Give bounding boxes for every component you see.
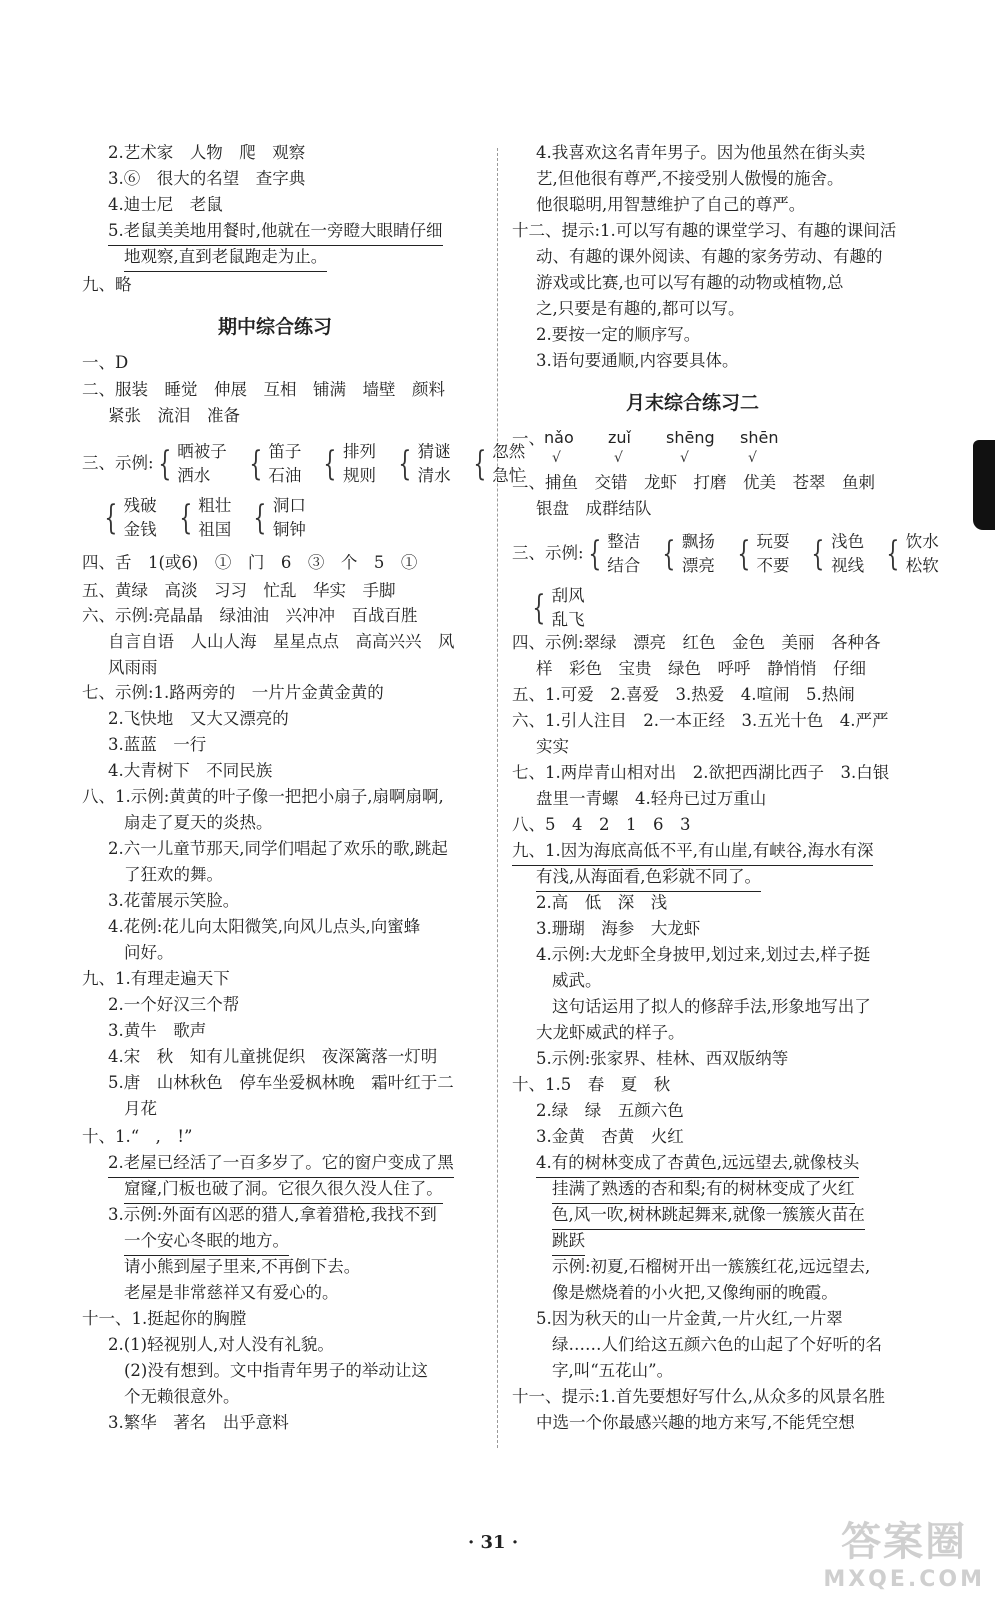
answer-line-underlined: 跳跃	[552, 1228, 585, 1256]
answer-line: 紧张 流泪 准备	[108, 406, 240, 425]
answer-line: 四、舌 1(或6) ① 门 6 ③ 个 5 ①	[82, 553, 418, 572]
answer-line: 3.黄牛 歌声	[108, 1021, 207, 1040]
answer-line: 了狂欢的舞。	[124, 865, 223, 884]
pair-word: 玩耍	[756, 532, 790, 551]
brace-glyph: {	[323, 444, 337, 484]
question-label: 三、示例:	[512, 543, 584, 563]
answer-line-underlined: 九、1.因为海底高低不平,有山崖,有峡谷,海水有深	[512, 838, 873, 866]
pair-word: 视线	[831, 556, 865, 575]
answer-line: 九、略	[82, 275, 132, 294]
answer-line: 4.宋 秋 知有儿童挑促织 夜深篱落一灯明	[108, 1047, 438, 1066]
answer-line: 威武。	[552, 971, 602, 990]
scan-mark	[973, 440, 995, 530]
check-mark: √	[680, 450, 689, 466]
answer-line: 七、示例:1.路两旁的 一片片金黄金黄的	[82, 683, 384, 702]
answer-line-underlined: 地观察,直到老鼠跑走为止。	[124, 244, 327, 272]
answer-line: 六、示例:亮晶晶 绿油油 兴冲冲 百战百胜	[82, 606, 418, 625]
answer-line: 4.迪士尼 老鼠	[108, 195, 223, 214]
word-pair	[682, 530, 715, 578]
answer-line: 绿……人们给这五颜六色的山起了个好听的名	[552, 1335, 882, 1354]
pair-word: 结合	[607, 556, 641, 575]
pair-word: 洒水	[177, 466, 211, 485]
answer-line	[512, 530, 957, 578]
answer-line: 老屋是非常慈祥又有爱心的。	[124, 1283, 339, 1302]
pair-word: 晒被子	[177, 442, 227, 461]
brace-pairs-row	[100, 496, 324, 539]
answer-line: 他很聪明,用智慧维护了自己的尊严。	[536, 195, 806, 214]
brace-glyph: {	[398, 444, 412, 484]
answer-line: 一、D	[82, 353, 129, 372]
brace-glyph: {	[104, 498, 118, 538]
brace-glyph: {	[587, 534, 601, 574]
check-mark: √	[552, 450, 561, 466]
brace-glyph: {	[811, 534, 825, 574]
answer-line-underlined: 4.有的树林变成了杏黄色,远远望去,就像枝头	[536, 1150, 859, 1178]
answer-line: 3.语句要通顺,内容要具体。	[536, 351, 739, 370]
column-divider	[497, 148, 498, 1448]
answer-line: 二、捕鱼 交错 龙虾 打磨 优美 苍翠 鱼刺	[512, 473, 875, 492]
answer-line: 十、1.“ , !”	[82, 1127, 193, 1146]
answer-line: 2.一个好汉三个帮	[108, 995, 240, 1014]
pair-word: 洞口	[272, 496, 306, 515]
brace-glyph: {	[157, 444, 171, 484]
pair-word: 祖国	[198, 520, 232, 539]
word-pair	[343, 440, 376, 488]
pair-word: 急忙	[492, 466, 526, 485]
answer-line-underlined: 一个安心冬眠的地方。	[124, 1228, 289, 1256]
page-number: · 31 ·	[468, 1532, 519, 1553]
answer-line: (2)没有想到。文中指青年男子的举动让这	[124, 1361, 428, 1380]
word-pair	[268, 440, 301, 488]
pair-word: 猜谜	[417, 442, 451, 461]
pair-word: 飘扬	[681, 532, 715, 551]
answer-line: 十一、提示:1.首先要想好写什么,从众多的风景名胜	[512, 1387, 886, 1406]
word-pair	[607, 530, 640, 578]
pair-word: 笛子	[268, 442, 302, 461]
answer-line: 六、1.引人注目 2.一本正经 3.五光十色 4.严严	[512, 711, 889, 730]
answer-line: 八、1.示例:黄黄的叶子像一把把小扇子,扇啊扇啊,	[82, 787, 444, 806]
answer-line-underlined: 5.老鼠美美地用餐时,他就在一旁瞪大眼睛仔细	[108, 218, 443, 246]
answer-line: 十二、提示:1.可以写有趣的课堂学习、有趣的课间活	[512, 221, 897, 240]
answer-line: 游戏或比赛,也可以写有趣的动物或植物,总	[536, 273, 844, 292]
answer-line: 动、有趣的课外阅读、有趣的家务劳动、有趣的	[536, 247, 883, 266]
answer-line: 3.花蕾展示笑脸。	[108, 891, 240, 910]
pair-word: 金钱	[123, 520, 157, 539]
brace-pairs-row	[584, 532, 957, 575]
answer-line: 请小熊到屋子里来,不再倒下去。	[124, 1257, 361, 1276]
answer-line: 5.因为秋天的山一片金黄,一片火红,一片翠	[536, 1309, 843, 1328]
word-pair	[831, 530, 864, 578]
answer-line: 2.要按一定的顺序写。	[536, 325, 701, 344]
brace-glyph: {	[886, 534, 900, 574]
answer-line: 银盘 成群结队	[536, 499, 652, 518]
brace-glyph: {	[662, 534, 676, 574]
answer-line: 4.我喜欢这名青年男子。因为他虽然在街头卖	[536, 143, 866, 162]
answer-line: 这句话运用了拟人的修辞手法,形象地写出了	[552, 997, 871, 1016]
answer-line-underlined: 有浅,从海面看,色彩就不同了。	[536, 864, 761, 892]
answer-line: 3.蓝蓝 一行	[108, 735, 207, 754]
brace-glyph: {	[472, 444, 486, 484]
watermark-url: MXQE.COM	[823, 1567, 985, 1592]
pair-word: 乱飞	[551, 610, 585, 629]
answer-line: 5.示例:张家界、桂林、西双版纳等	[536, 1049, 789, 1068]
word-pair	[273, 494, 306, 542]
answer-line: 二、服装 睡觉 伸展 互相 铺满 墙壁 颜料	[82, 380, 445, 399]
answer-line: 八、5 4 2 1 6 3	[512, 815, 691, 834]
word-pair	[906, 530, 939, 578]
answer-line: 2.高 低 深 浅	[536, 893, 668, 912]
answer-line: 3.金黄 杏黄 火红	[536, 1127, 684, 1146]
answer-line	[528, 584, 603, 632]
answer-line-underlined: 窟窿,门板也破了洞。它很久很久没人住了。	[124, 1176, 443, 1204]
answer-line: 自言自语 人山人海 星星点点 高高兴兴 风	[108, 632, 455, 651]
answer-line: 扇走了夏天的炎热。	[124, 813, 273, 832]
section-title-midterm: 期中综合练习	[218, 316, 333, 338]
pair-word: 清水	[417, 466, 451, 485]
answer-line: 五、1.可爱 2.喜爱 3.热爱 4.喧闹 5.热闹	[512, 685, 855, 704]
pair-word: 忽然	[492, 442, 526, 461]
pair-word: 铜钟	[272, 520, 306, 539]
word-pair	[177, 440, 227, 488]
answer-line: 实实	[536, 737, 569, 756]
answer-line: 风雨雨	[108, 658, 158, 677]
answer-line: 盘里一青螺 4.轻舟已过万重山	[536, 789, 767, 808]
answer-line: 艺,但他很有尊严,不接受别人傲慢的施舍。	[536, 169, 844, 188]
answer-line: 大龙虾威武的样子。	[536, 1023, 685, 1042]
word-pair	[198, 494, 231, 542]
pair-word: 不要	[756, 556, 790, 575]
pinyin-item: shēn	[740, 428, 779, 447]
answer-line: 问好。	[124, 943, 174, 962]
answer-line: 四、示例:翠绿 漂亮 红色 金色 美丽 各种各	[512, 633, 881, 652]
answer-line: 4.花例:花儿向太阳微笑,向风儿点头,向蜜蜂	[108, 917, 421, 936]
pair-word: 饮水	[905, 532, 939, 551]
brace-glyph: {	[249, 444, 263, 484]
section-title-monthly: 月末综合练习二	[626, 392, 760, 414]
word-pair	[418, 440, 451, 488]
answer-line-underlined: 挂满了熟透的杏和梨;有的树林变成了火红	[552, 1176, 855, 1204]
word-pair	[756, 530, 789, 578]
answer-line: 3.繁华 著名 出乎意料	[108, 1413, 289, 1432]
pair-word: 规则	[342, 466, 376, 485]
pinyin-item: shēng	[666, 428, 715, 447]
word-pair	[552, 584, 585, 632]
answer-line	[100, 494, 324, 542]
watermark-text: 答案圈	[841, 1519, 968, 1565]
answer-line: 七、1.两岸青山相对出 2.欲把西湖比西子 3.白银	[512, 763, 890, 782]
answer-line: 4.大青树下 不同民族	[108, 761, 273, 780]
pair-word: 浅色	[831, 532, 865, 551]
brace-pairs-row	[154, 442, 544, 485]
brace-glyph: {	[532, 588, 546, 628]
pair-word: 粗壮	[198, 496, 232, 515]
question-label: 三、示例:	[82, 453, 154, 473]
answer-line: 3.⑥ 很大的名望 查字典	[108, 169, 306, 188]
answer-line: 2.六一儿童节那天,同学们唱起了欢乐的歌,跳起	[108, 839, 448, 858]
pair-word: 刮风	[551, 586, 585, 605]
pair-word: 整洁	[607, 532, 641, 551]
answer-line: 2.(1)轻视别人,对人没有礼貌。	[108, 1335, 334, 1354]
pinyin-item: nǎo	[544, 428, 574, 447]
answer-line: 十一、1.挺起你的胸膛	[82, 1309, 247, 1328]
word-pair	[124, 494, 157, 542]
brace-pairs-row	[528, 586, 603, 629]
check-mark: √	[614, 450, 623, 466]
answer-line: 个无赖很意外。	[124, 1387, 240, 1406]
answer-line	[82, 440, 543, 488]
answer-line: 一、	[512, 429, 545, 448]
answer-line: 3.示例:外面有凶恶的猎人,拿着猎枪,我找不到	[108, 1205, 437, 1224]
pair-word: 松软	[905, 556, 939, 575]
answer-line: 字,叫“五花山”。	[552, 1361, 674, 1380]
answer-line: 4.示例:大龙虾全身披甲,划过来,划过去,样子挺	[536, 945, 871, 964]
answer-line: 像是燃烧着的小火把,又像绚丽的晚霞。	[552, 1283, 838, 1302]
pair-word: 漂亮	[681, 556, 715, 575]
answer-line: 示例:初夏,石榴树开出一簇簇红花,远远望去,	[552, 1257, 871, 1276]
answer-line: 2.绿 绿 五颜六色	[536, 1101, 684, 1120]
pair-word: 残破	[123, 496, 157, 515]
pair-word: 排列	[342, 442, 376, 461]
answer-line: 九、1.有理走遍天下	[82, 969, 230, 988]
brace-glyph: {	[253, 498, 267, 538]
pinyin-item: zuǐ	[608, 428, 631, 447]
brace-glyph: {	[737, 534, 751, 574]
answer-line: 十、1.5 春 夏 秋	[512, 1075, 671, 1094]
answer-line: 中选一个你最感兴趣的地方来写,不能凭空想	[536, 1413, 855, 1432]
answer-line-underlined: 色,风一吹,树林跳起舞来,就像一簇簇火苗在	[552, 1202, 865, 1230]
answer-line: 五、黄绿 高淡 习习 忙乱 华实 手脚	[82, 581, 396, 600]
answer-line: 5.唐 山林秋色 停车坐爱枫林晚 霜叶红于二	[108, 1073, 454, 1092]
answer-line: 2.飞快地 又大又漂亮的	[108, 709, 289, 728]
answer-line: 3.珊瑚 海参 大龙虾	[536, 919, 701, 938]
answer-line: 2.艺术家 人物 爬 观察	[108, 143, 306, 162]
answer-line-underlined: 2.老屋已经活了一百多岁了。它的窗户变成了黑	[108, 1150, 454, 1178]
answer-line: 月花	[124, 1099, 157, 1118]
answer-line: 之,只要是有趣的,都可以写。	[536, 299, 745, 318]
check-mark: √	[748, 450, 757, 466]
answer-line: 样 彩色 宝贵 绿色 呼呼 静悄悄 仔细	[536, 659, 866, 678]
brace-glyph: {	[178, 498, 192, 538]
pair-word: 石油	[268, 466, 302, 485]
watermark-logo	[823, 1510, 985, 1592]
